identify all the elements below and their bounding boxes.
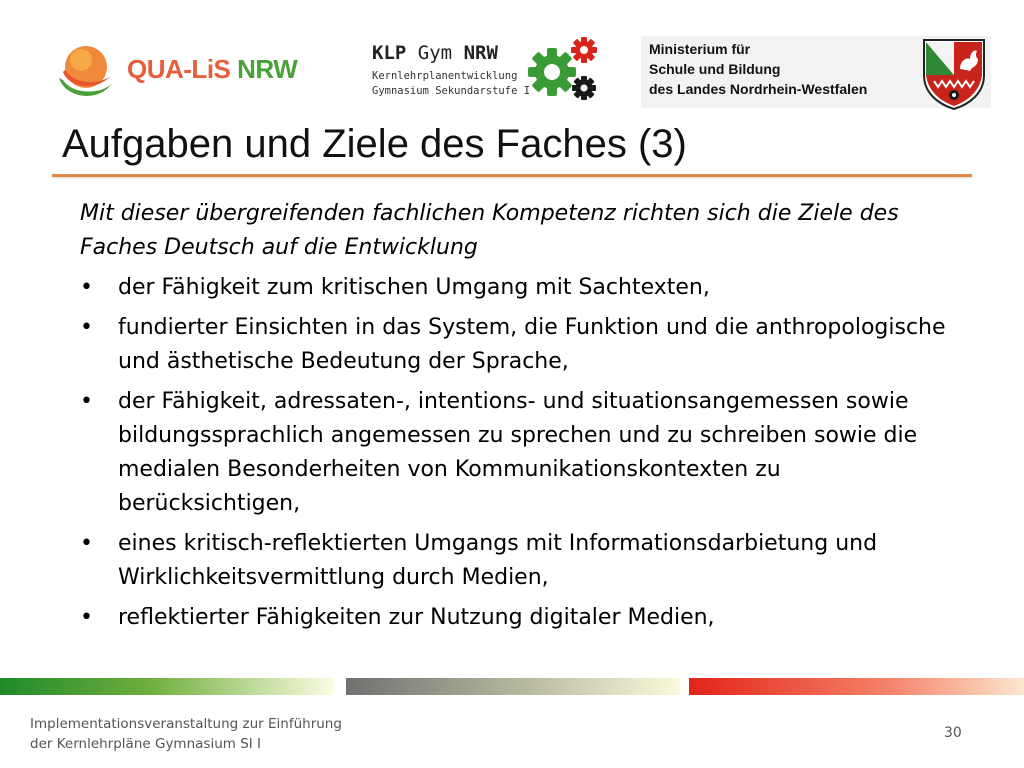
title-rule [52,174,972,177]
ministry-name [649,39,867,99]
stripe-red [689,678,1024,695]
bullet-item [80,311,960,379]
ministry-logo [641,36,991,108]
bullet-icon: • [80,315,93,340]
ministry-line-1: Ministerium für [649,41,751,57]
bullet-icon: • [80,389,93,414]
klp-logo-title [372,42,498,64]
qua-lis-logo-icon [55,38,121,104]
bullet-item [80,601,960,635]
footer-text [30,714,342,754]
bullet-icon: • [80,531,93,556]
bullet-icon: • [80,605,93,630]
klp-gym-nrw-logo [372,38,602,108]
klp-subtitle-line-1: Kernlehrplanentwicklung [372,70,518,82]
bullet-text: der Fähigkeit, adressaten-, intentions- und situationsangemessen sowie bildungssprachlich angemessen zu sprechen und zu schreiben sowie die medialen Besonderheiten von Kommunikationskontexten zu berücksichtigen, [118,389,918,516]
footer-line-1: Implementationsveranstaltung zur Einführung [30,716,342,732]
intro-text: Mit dieser übergreifenden fachlichen Kompetenz richten sich die Ziele des Faches Deutsch auf die Entwicklung [80,201,899,260]
bullet-item [80,385,960,521]
klp-title-mid: Gym [417,42,453,64]
stripe-gray [346,678,680,695]
bullet-text: eines kritisch-reflektierten Umgangs mit Informationsdarbietung und Wirklichkeitsvermittlung durch Medien, [118,531,878,590]
qua-lis-wordmark [127,54,297,85]
klp-title-end: NRW [463,42,498,64]
ministry-line-2: Schule und Bildung [649,61,781,77]
gear-icon [524,34,604,106]
slide-content [80,197,960,641]
page-number: 30 [944,725,962,741]
nrw-crest-icon [920,37,988,111]
qua-lis-wordmark-part2: NRW [237,54,298,84]
klp-logo-subtitle [372,69,532,99]
bullet-item [80,271,960,305]
bullet-item [80,527,960,595]
color-stripes [0,678,1024,696]
ministry-line-3: des Landes Nordrhein-Westfalen [649,81,868,97]
klp-subtitle-line-2: Gymnasium Sekundarstufe I [372,85,531,97]
bullet-text: fundierter Einsichten in das System, die Funktion und die anthropologische und ästhetische Bedeutung der Sprache, [118,315,946,374]
bullet-text: der Fähigkeit zum kritischen Umgang mit Sachtexten, [118,275,710,300]
klp-title-bold: KLP [372,42,407,64]
logo-bar [0,0,1024,115]
footer-line-2: der Kernlehrpläne Gymnasium SI I [30,736,262,752]
bullet-list [80,271,960,635]
stripe-green [0,678,333,695]
bullet-text: reflektierter Fähigkeiten zur Nutzung digitaler Medien, [118,605,715,630]
bullet-icon: • [80,275,93,300]
qua-lis-wordmark-part1: QUA-LiS [127,54,231,84]
slide-title: Aufgaben und Ziele des Faches (3) [62,122,687,166]
